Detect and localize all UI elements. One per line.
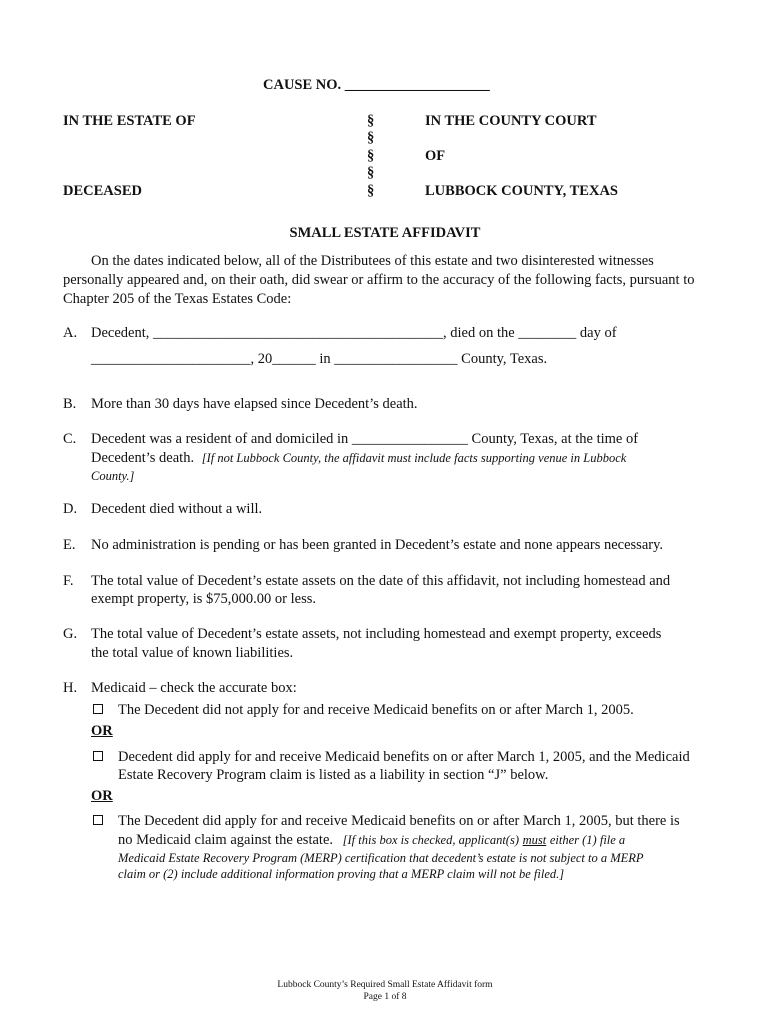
- medicaid-option3-note-line3: claim or (2) include additional information proving that a MERP claim will not be filed.]: [118, 867, 565, 881]
- item-d-text: Decedent died without a will.: [91, 501, 263, 517]
- medicaid-option3-note-a: [If this box is checked, applicant(s): [342, 833, 519, 847]
- medicaid-option1-text: The Decedent did not apply for and receive Medicaid benefits on or after March 1, 2005.: [118, 702, 634, 718]
- or-separator: OR: [91, 723, 113, 739]
- section-symbol: §: [367, 165, 375, 181]
- medicaid-option2-line1: Decedent did apply for and receive Medicaid benefits on or after March 1, 2005, and the Medicaid: [118, 749, 690, 765]
- item-f-line1: The total value of Decedent’s estate assets on the date of this affidavit, not including homestead and: [91, 573, 671, 589]
- item-e-text: No administration is pending or has been granted in Decedent’s estate and none appears necessary.: [91, 537, 664, 553]
- medicaid-option3-line1: The Decedent did apply for and receive Medicaid benefits on or after March 1, 2005, but there is: [118, 813, 680, 829]
- deceased-label: DECEASED: [63, 183, 142, 199]
- of-label: OF: [425, 148, 446, 164]
- item-a-line2: ______________________, 20______ in _________________ County, Texas.: [91, 351, 548, 367]
- footer-page-number: Page 1 of 8: [363, 992, 407, 1002]
- item-letter: D.: [63, 501, 78, 517]
- estate-of-label: IN THE ESTATE OF: [63, 113, 196, 129]
- medicaid-option3-note-must: must: [522, 833, 547, 847]
- section-symbol: §: [367, 183, 375, 199]
- item-a-line1: Decedent, ________________________________________, died on the ________ day of: [91, 325, 617, 341]
- item-letter: A.: [63, 325, 78, 341]
- item-letter: F.: [63, 573, 74, 589]
- medicaid-option3-line2-text: no Medicaid claim against the estate.: [118, 832, 334, 848]
- county-label: LUBBOCK COUNTY, TEXAS: [425, 183, 618, 199]
- footer-form-name: Lubbock County’s Required Small Estate Affidavit form: [277, 980, 493, 990]
- item-letter: B.: [63, 396, 77, 412]
- intro-paragraph: On the dates indicated below, all of the Distributees of this estate and two disinterested witnesses personally appeared and, on their oath, did swear or affirm to the accuracy of the following facts, pursuant to Chapter 205 of the Texas Estates Code:: [63, 253, 695, 307]
- item-g-line2: the total value of known liabilities.: [91, 645, 294, 661]
- document-title: SMALL ESTATE AFFIDAVIT: [289, 225, 481, 241]
- medicaid-option3-note-line2: Medicaid Estate Recovery Program (MERP) certification that decedent’s estate is not subject to a MERP: [118, 851, 644, 865]
- medicaid-option2-line2: Estate Recovery Program claim is listed as a liability in section “J” below.: [118, 767, 549, 783]
- item-c-note: [If not Lubbock County, the affidavit must include facts supporting venue in Lubbock: [201, 451, 627, 465]
- item-letter: G.: [63, 626, 78, 642]
- item-letter: E.: [63, 537, 76, 553]
- county-court-label: IN THE COUNTY COURT: [425, 113, 597, 129]
- cause-number: CAUSE NO. ____________________: [263, 77, 490, 93]
- item-c-note2: County.]: [91, 469, 135, 483]
- item-letter: H.: [63, 680, 78, 696]
- medicaid-option3-note-b: either (1) file a: [549, 833, 626, 847]
- item-c-line2-text: Decedent’s death.: [91, 450, 195, 466]
- section-symbol: §: [367, 113, 375, 129]
- item-letter: C.: [63, 431, 77, 447]
- item-g-line1: The total value of Decedent’s estate assets, not including homestead and exempt property, exceeds: [91, 626, 662, 642]
- item-c-line1: Decedent was a resident of and domiciled in ________________ County, Texas, at the time of: [91, 431, 639, 447]
- medicaid-option2-checkbox[interactable]: [93, 751, 103, 761]
- section-symbol: §: [367, 130, 375, 146]
- item-h-heading: Medicaid – check the accurate box:: [91, 680, 297, 696]
- medicaid-option3-line2: [118, 831, 625, 850]
- item-b-text: More than 30 days have elapsed since Decedent’s death.: [91, 396, 418, 412]
- item-f-line2: exempt property, is $75,000.00 or less.: [91, 591, 316, 607]
- medicaid-option3-checkbox[interactable]: [93, 815, 103, 825]
- item-c-line2: [91, 449, 626, 468]
- or-separator: OR: [91, 788, 113, 804]
- medicaid-option1-checkbox[interactable]: [93, 704, 103, 714]
- section-symbol: §: [367, 148, 375, 164]
